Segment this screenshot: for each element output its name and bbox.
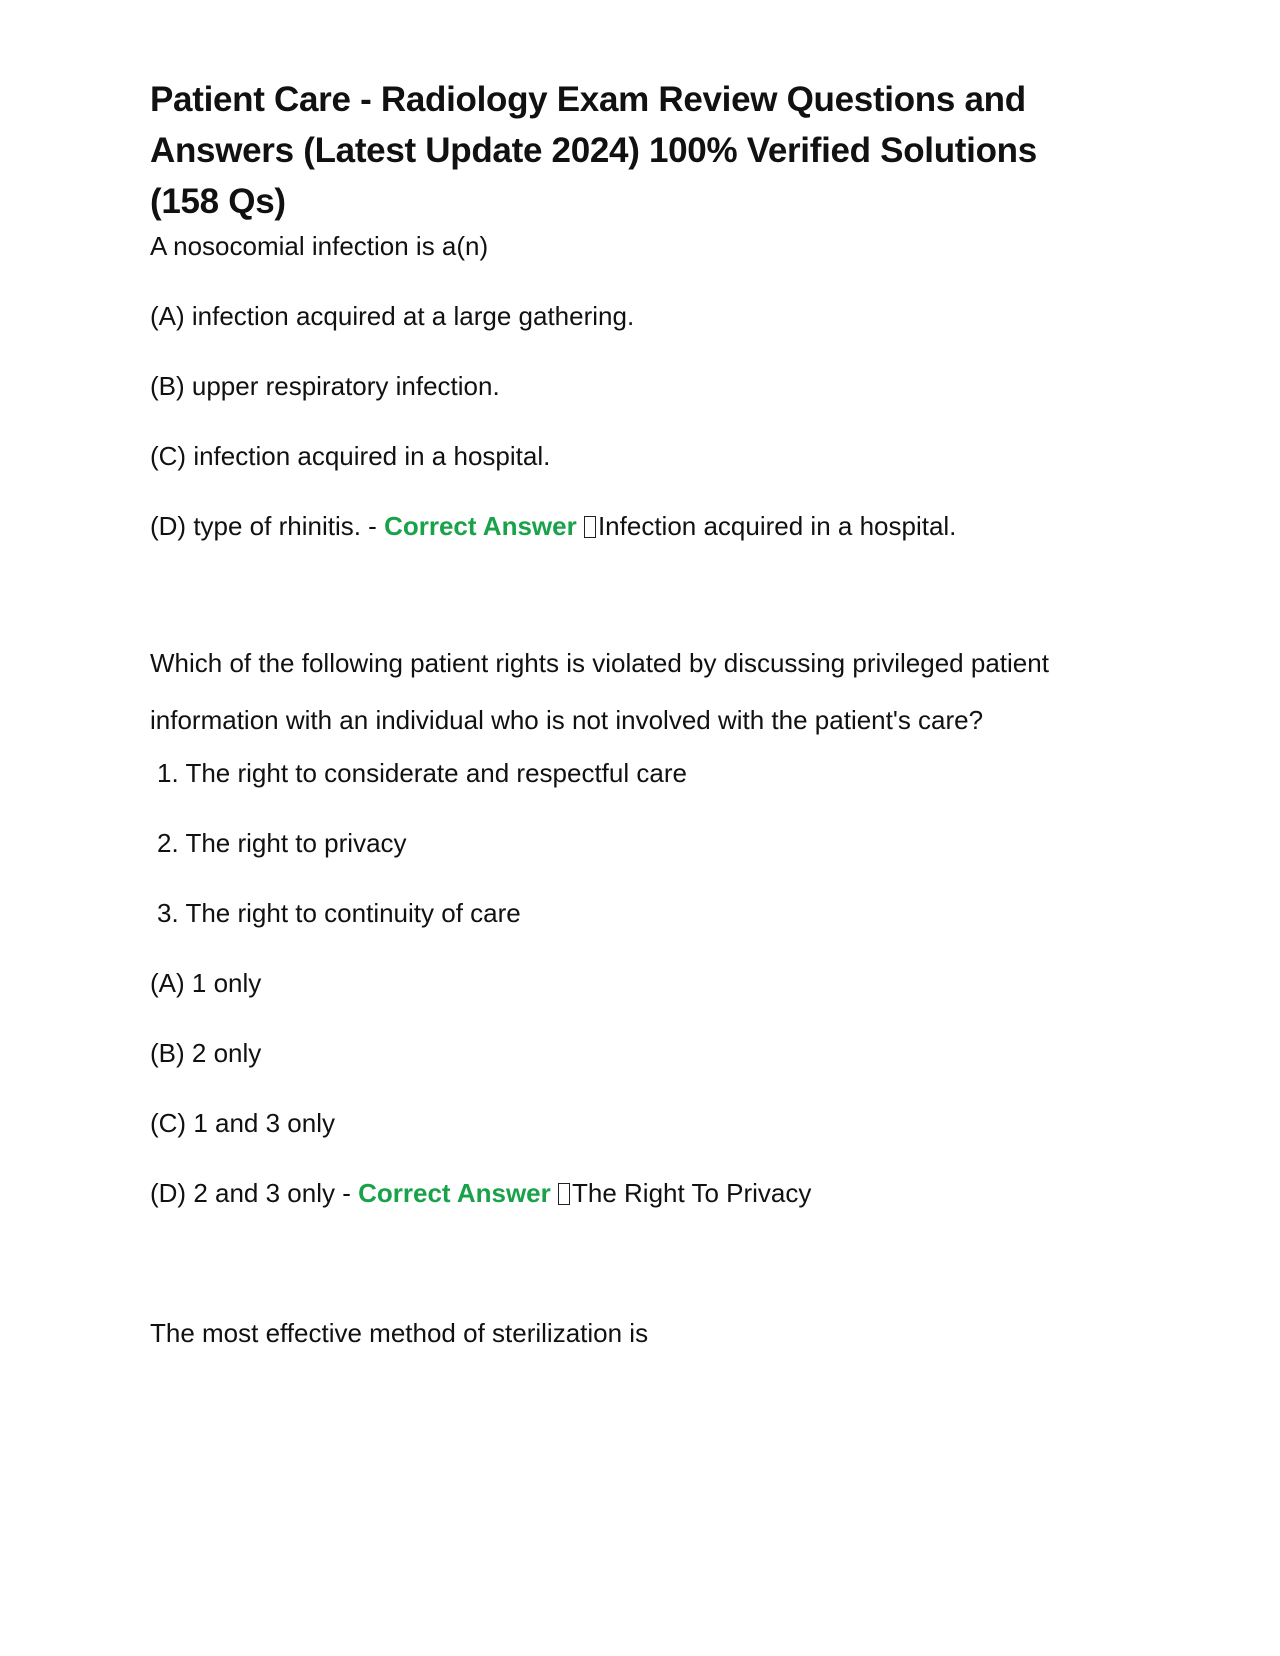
question-1-option-b: (B) upper respiratory infection. [150, 371, 500, 401]
question-1-option-d-text: (D) type of rhinitis. - [150, 511, 385, 541]
question-1-answer: Infection acquired in a hospital. [597, 511, 957, 541]
question-2-answer: The Right To Privacy [571, 1178, 812, 1208]
question-2-option-d [150, 1176, 1130, 1210]
question-2-item-1: 1. The right to considerate and respectful care [157, 758, 687, 788]
question-1-option-d [150, 509, 1130, 543]
question-2-item-2: 2. The right to privacy [157, 828, 407, 858]
question-2-option-d-text: (D) 2 and 3 only - [150, 1178, 359, 1208]
question-1-option-a: (A) infection acquired at a large gathering. [150, 301, 635, 331]
question-1-option-c: (C) infection acquired in a hospital. [150, 441, 551, 471]
question-2-item-3: 3. The right to continuity of care [157, 898, 521, 928]
question-3-stem: The most effective method of sterilization is [150, 1318, 649, 1348]
question-2-option-b: (B) 2 only [150, 1038, 262, 1068]
question-2-option-c: (C) 1 and 3 only [150, 1108, 335, 1138]
document-page [150, 74, 1130, 1350]
correct-answer-label: Correct Answer [358, 1178, 551, 1208]
question-1-stem: A nosocomial infection is a(n) [150, 231, 489, 261]
question-2-stem: Which of the following patient rights is violated by discussing privileged patient information with an individual who is not involved with the patient's care? [150, 648, 1049, 735]
missing-glyph-box-icon [584, 516, 596, 538]
correct-answer-label: Correct Answer [384, 511, 577, 541]
question-2-option-a: (A) 1 only [150, 968, 262, 998]
document-title: Patient Care - Radiology Exam Review Questions and Answers (Latest Update 2024) 100% Verified Solutions (158 Qs) [150, 80, 1037, 221]
missing-glyph-box-icon [558, 1183, 570, 1205]
